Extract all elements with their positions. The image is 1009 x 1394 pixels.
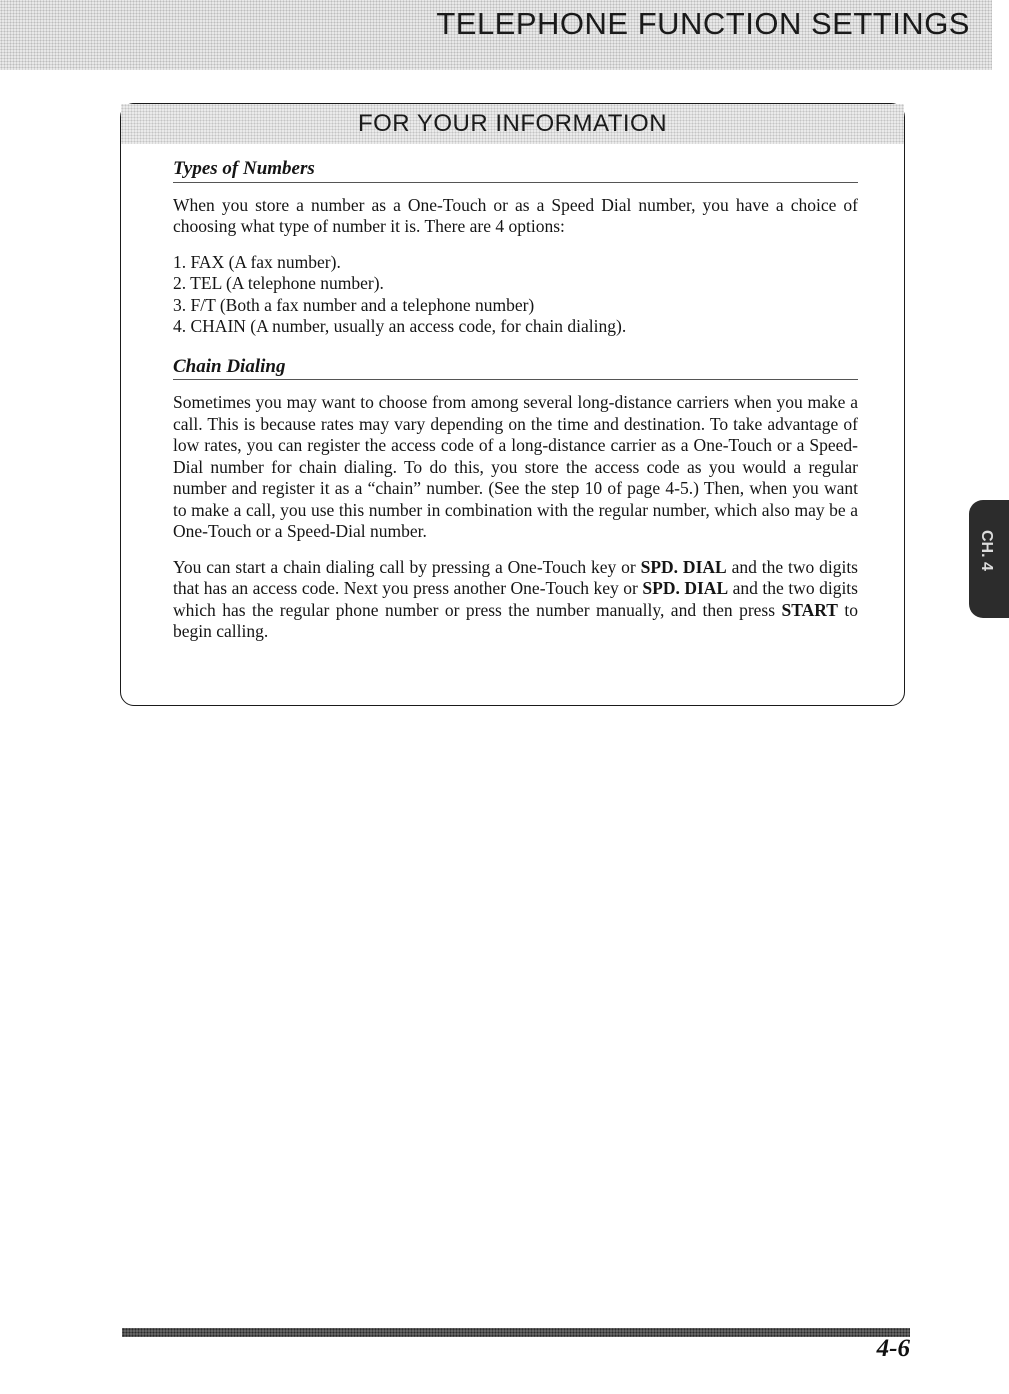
chapter-tab-label: CH. 4	[978, 530, 995, 571]
text-run: and the two digits that has an access code. Next you press another One-Touch key or	[173, 556, 858, 598]
text-run: You can start a chain dialing call by pressing a One-Touch key or	[173, 556, 641, 577]
list-item: 2. TEL (A telephone number).	[173, 273, 384, 293]
chain-paragraph-2	[173, 557, 858, 643]
number-types-list	[173, 252, 858, 338]
info-box-title: FOR YOUR INFORMATION	[357, 110, 668, 137]
section-heading-types: Types of Numbers	[173, 158, 858, 183]
chain-paragraph-1: Sometimes you may want to choose from among several long-distance carriers when you make a call. This is because rates may vary depending on the time and destination. To take advantage of low rates, you can register the access code of a long-distance carrier as a One-Touch or a Speed-Dial number for chain dialing. To do this, you store the access code as you would a regular number and register it as a “chain” number. (See the step 10 of page 4-5.) Then, when you want to make a call, you use this number in combination with the regular number, which also may be a One-Touch or a Speed-Dial number.	[173, 392, 858, 541]
header-band	[0, 0, 992, 70]
types-intro-paragraph: When you store a number as a One-Touch or as a Speed Dial number, you have a choice of choosing what type of number it is. There are 4 options:	[173, 194, 858, 236]
list-item: 3. F/T (Both a fax number and a telephone number)	[173, 294, 535, 315]
info-box-header	[121, 104, 904, 144]
text-run: to begin calling.	[173, 599, 858, 641]
page-number: 4-6	[876, 1335, 910, 1362]
list-item: 4. CHAIN (A number, usually an access code, for chain dialing).	[173, 316, 627, 336]
info-box-content	[173, 158, 858, 643]
page-header-title: TELEPHONE FUNCTION SETTINGS	[436, 6, 970, 41]
key-start: START	[781, 599, 838, 620]
key-spd-dial: SPD. DIAL	[640, 556, 727, 577]
footer-bar	[122, 1328, 910, 1337]
text-run: and the two digits which has the regular phone number or press the number manually, and then press	[173, 578, 858, 620]
chapter-side-tab	[969, 500, 1009, 618]
info-box	[120, 103, 905, 706]
list-item: 1. FAX (A fax number).	[173, 251, 341, 272]
key-spd-dial: SPD. DIAL	[642, 578, 729, 598]
section-heading-chain: Chain Dialing	[173, 356, 858, 381]
